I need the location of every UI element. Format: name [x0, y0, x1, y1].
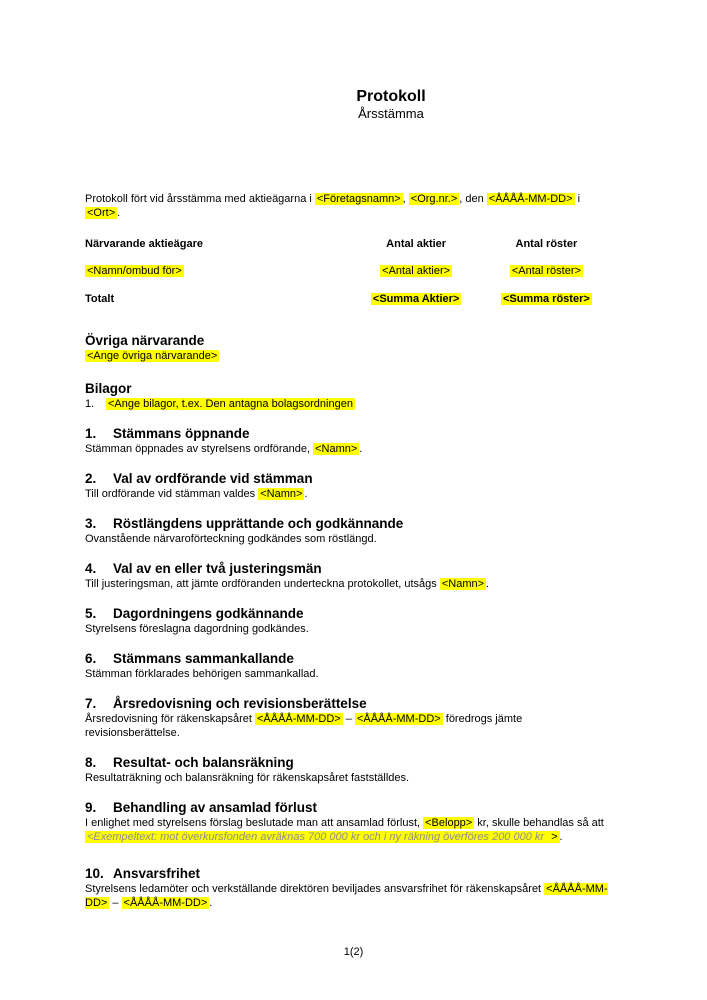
document-body: [85, 192, 612, 925]
intro-text: i: [574, 193, 581, 205]
placeholder-example-close[interactable]: >: [551, 831, 558, 843]
section-1-opening: [85, 426, 612, 456]
section-heading: Ansvarsfrihet: [113, 866, 201, 881]
body-text: –: [109, 897, 122, 909]
placeholder-total-shares[interactable]: <Summa Aktier>: [372, 293, 460, 305]
others-present-block: [85, 333, 612, 363]
section-number: 1.: [85, 426, 97, 441]
section-heading: Årsredovisning och revisionsberättelse: [113, 696, 367, 711]
section-number: 2.: [85, 471, 97, 486]
section-body: [85, 712, 612, 740]
intro-paragraph: [85, 192, 612, 220]
body-text: .: [209, 897, 213, 909]
placeholder-date[interactable]: <ÅÅÅÅ-MM-DD>: [356, 713, 441, 725]
table-cell: [481, 264, 612, 278]
placeholder-date[interactable]: <ÅÅÅÅ-MM-DD>: [123, 897, 208, 909]
section-number: 4.: [85, 561, 97, 576]
intro-text: ,: [402, 193, 409, 205]
placeholder-name[interactable]: <Namn>: [315, 443, 358, 455]
section-number: 7.: [85, 696, 97, 711]
body-text: I enlighet med styrelsens förslag beslutade man att ansamlad förlust,: [85, 817, 424, 829]
placeholder-share-count[interactable]: <Antal aktier>: [382, 265, 451, 277]
placeholder-vote-count[interactable]: <Antal röster>: [511, 265, 581, 277]
attachment-item-number: 1.: [85, 398, 95, 410]
section-6-convening: [85, 651, 612, 681]
table-cell: [481, 292, 612, 306]
section-heading: Stämmans sammankallande: [113, 651, 294, 666]
column-header-votes: Antal röster: [515, 238, 578, 250]
section-number: 9.: [85, 800, 97, 815]
others-present-heading: Övriga närvarande: [85, 333, 205, 348]
section-heading: Röstlängdens upprättande och godkännande: [113, 516, 404, 531]
section-8-income-balance: [85, 755, 612, 785]
section-body: [85, 622, 612, 636]
section-body: [85, 487, 612, 501]
document-subtitle: Årsstämma: [358, 106, 424, 121]
body-text: .: [304, 488, 308, 500]
page-number: 1(2): [343, 946, 364, 958]
attachment-item-text: [106, 397, 355, 411]
placeholder-org-number[interactable]: <Org.nr.>: [410, 193, 458, 205]
intro-text: , den: [459, 193, 487, 205]
column-header-shares: Antal aktier: [386, 238, 447, 250]
body-text: Stämman förklarades behörigen sammankallad.: [85, 668, 319, 680]
attachments-heading: Bilagor: [85, 381, 132, 396]
body-text: Till ordförande vid stämman valdes: [85, 488, 259, 500]
section-3-voting-list: [85, 516, 612, 546]
intro-text: .: [117, 207, 121, 219]
section-number: 10.: [85, 866, 104, 881]
section-body: [85, 771, 612, 785]
section-number: 8.: [85, 755, 97, 770]
placeholder-date[interactable]: <ÅÅÅÅ-MM-DD>: [256, 713, 341, 725]
section-body: [85, 577, 612, 591]
section-body: [85, 667, 612, 681]
placeholder-date[interactable]: <ÅÅÅÅ-MM-DD>: [488, 193, 573, 205]
section-number: 5.: [85, 606, 97, 621]
placeholder-amount[interactable]: <Belopp>: [425, 817, 473, 829]
table-cell: [85, 264, 351, 278]
placeholder-name[interactable]: <Namn>: [441, 578, 485, 590]
section-heading: Dagordningens godkännande: [113, 606, 304, 621]
section-body: [85, 816, 612, 844]
section-number: 6.: [85, 651, 97, 666]
table-cell: [351, 264, 480, 278]
body-text: föredrogs jämte revisionsberättelse.: [85, 713, 523, 739]
section-heading: Resultat- och balansräkning: [113, 755, 294, 770]
body-text: Resultaträkning och balansräkning för räkenskapsåret fastställdes.: [85, 772, 410, 784]
attachment-list-item: [85, 397, 612, 411]
body-text: .: [359, 443, 363, 455]
section-body: [85, 442, 612, 456]
table-cell: [351, 292, 480, 306]
body-text: .: [559, 831, 563, 843]
body-text: Stämman öppnades av styrelsens ordförande,: [85, 443, 314, 455]
placeholder-attachments[interactable]: <Ange bilagor, t.ex. Den antagna bolagsordningen: [108, 398, 353, 410]
attendees-total-row: [85, 292, 612, 306]
body-text: –: [342, 713, 355, 725]
section-number: 3.: [85, 516, 97, 531]
placeholder-name[interactable]: <Namn>: [260, 488, 303, 500]
section-5-agenda-approval: [85, 606, 612, 636]
title-block: [85, 87, 697, 122]
body-text: Styrelsens föreslagna dagordning godkändes.: [85, 623, 309, 635]
placeholder-example-text[interactable]: <Exempeltext: mot överkursfonden avräknas 700 000 kr och i ny räkning överföres 200 000 kr: [87, 831, 548, 843]
attendees-header-row: [85, 237, 612, 251]
placeholder-place[interactable]: <Ort>: [87, 207, 116, 219]
section-body: [85, 882, 612, 910]
section-2-chairman-election: [85, 471, 612, 501]
section-7-annual-report: [85, 696, 612, 740]
placeholder-date[interactable]: <ÅÅÅÅ-MM-DD>: [85, 883, 608, 909]
body-text: Ovanstående närvaroförteckning godkändes som röstlängd.: [85, 533, 377, 545]
section-4-adjusters: [85, 561, 612, 591]
document-title: Protokoll: [356, 88, 426, 105]
section-9-accumulated-loss: [85, 800, 612, 844]
section-heading: Val av en eller två justeringsmän: [113, 561, 322, 576]
section-heading: Behandling av ansamlad förlust: [113, 800, 318, 815]
attachments-block: [85, 381, 612, 411]
intro-text: Protokoll fört vid årsstämma med aktieägarna i: [85, 193, 315, 205]
placeholder-company-name[interactable]: <Företagsnamn>: [316, 193, 401, 205]
body-text: kr, skulle behandlas så att: [474, 817, 604, 829]
placeholder-others-present[interactable]: <Ange övriga närvarande>: [87, 350, 218, 362]
placeholder-attendee-name[interactable]: <Namn/ombud för>: [87, 265, 182, 277]
section-heading: Val av ordförande vid stämman: [113, 471, 313, 486]
others-present-line: [85, 349, 612, 363]
column-header-shareholders: Närvarande aktieägare: [85, 238, 204, 250]
section-body: [85, 532, 612, 546]
body-text: Årsredovisning för räkenskapsåret: [85, 713, 255, 725]
body-text: Till justeringsman, att jämte ordföranden underteckna protokollet, utsågs: [85, 578, 440, 590]
total-label: Totalt: [85, 293, 115, 305]
section-10-discharge: [85, 866, 612, 910]
placeholder-total-votes[interactable]: <Summa röster>: [502, 293, 590, 305]
body-text: .: [486, 578, 490, 590]
attendees-data-row: [85, 264, 612, 278]
body-text: Styrelsens ledamöter och verkställande direktören beviljades ansvarsfrihet för räkenskapsåret: [85, 883, 545, 895]
section-heading: Stämmans öppnande: [113, 426, 250, 441]
